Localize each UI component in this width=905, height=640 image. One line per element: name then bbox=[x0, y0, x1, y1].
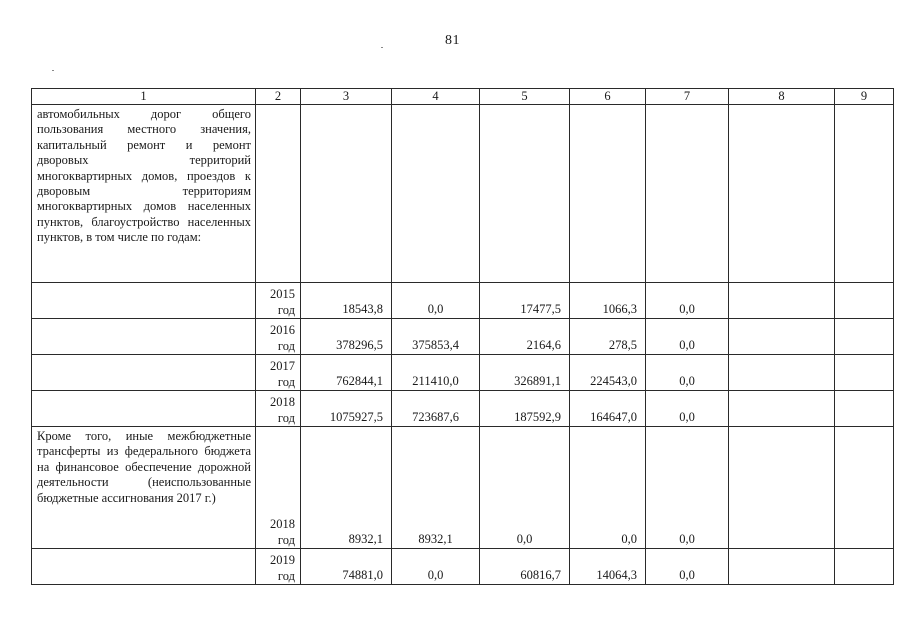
value-cell: 326891,1 bbox=[480, 355, 570, 391]
value-cell: 378296,5 bbox=[301, 319, 392, 355]
value-cell: 2164,6 bbox=[480, 319, 570, 355]
table-cell bbox=[256, 105, 301, 283]
value-cell bbox=[729, 391, 835, 427]
value-cell: 18543,8 bbox=[301, 283, 392, 319]
year-unit: год bbox=[277, 302, 295, 317]
year-cell bbox=[256, 391, 301, 427]
year-unit: год bbox=[277, 532, 295, 547]
table-cell bbox=[729, 105, 835, 283]
year-value: 2015 bbox=[270, 287, 295, 301]
value-cell: 224543,0 bbox=[570, 355, 646, 391]
column-header: 3 bbox=[301, 89, 392, 105]
row-description: Кроме того, иные межбюджетные трансферты из федерального бюджета на финансовое обеспечение дорожной деятельности (неиспользованные бюджетные ассигнования 2017 г.) bbox=[32, 427, 256, 549]
year-unit: год bbox=[277, 338, 295, 353]
value-cell bbox=[835, 427, 894, 549]
table-cell bbox=[301, 105, 392, 283]
table-cell bbox=[32, 283, 256, 319]
year-cell bbox=[256, 319, 301, 355]
value-cell bbox=[729, 283, 835, 319]
year-value: 2019 bbox=[270, 553, 295, 567]
value-cell: 0,0 bbox=[646, 355, 729, 391]
value-cell: 375853,4 bbox=[392, 319, 480, 355]
value-cell: 187592,9 bbox=[480, 391, 570, 427]
table-row bbox=[32, 355, 894, 391]
value-cell: 723687,6 bbox=[392, 391, 480, 427]
column-header: 9 bbox=[835, 89, 894, 105]
value-cell: 60816,7 bbox=[480, 549, 570, 585]
column-header: 2 bbox=[256, 89, 301, 105]
scan-speck bbox=[52, 70, 54, 71]
row-description: автомобильных дорог общего пользования местного значения, капитальный ремонт и ремонт дворовых территорий многоквартирных домов, проездов к дворовым территориям многоквартирных домов населенных пунктов, благоустройство населенных пунктов, в том числе по годам: bbox=[32, 105, 256, 283]
column-header: 8 bbox=[729, 89, 835, 105]
scan-speck bbox=[381, 47, 383, 48]
table-row bbox=[32, 319, 894, 355]
year-unit: год bbox=[277, 374, 295, 389]
table-header-row bbox=[32, 89, 894, 105]
column-header: 6 bbox=[570, 89, 646, 105]
value-cell: 17477,5 bbox=[480, 283, 570, 319]
table-cell bbox=[835, 105, 894, 283]
value-cell: 762844,1 bbox=[301, 355, 392, 391]
value-cell: 0,0 bbox=[646, 549, 729, 585]
value-cell: 278,5 bbox=[570, 319, 646, 355]
value-cell bbox=[835, 391, 894, 427]
year-unit: год bbox=[277, 568, 295, 583]
table-cell bbox=[32, 549, 256, 585]
column-header: 1 bbox=[32, 89, 256, 105]
value-cell bbox=[729, 319, 835, 355]
value-cell: 74881,0 bbox=[301, 549, 392, 585]
value-cell: 0,0 bbox=[646, 319, 729, 355]
value-cell bbox=[729, 355, 835, 391]
value-cell bbox=[729, 549, 835, 585]
table-row bbox=[32, 105, 894, 283]
value-cell bbox=[729, 427, 835, 549]
column-header: 5 bbox=[480, 89, 570, 105]
year-value: 2016 bbox=[270, 323, 295, 337]
value-cell: 0,0 bbox=[646, 427, 729, 549]
table-cell bbox=[480, 105, 570, 283]
table-row bbox=[32, 391, 894, 427]
value-cell: 1075927,5 bbox=[301, 391, 392, 427]
value-cell: 8932,1 bbox=[301, 427, 392, 549]
budget-table bbox=[31, 88, 894, 585]
value-cell: 0,0 bbox=[646, 283, 729, 319]
table-row bbox=[32, 427, 894, 549]
value-cell: 211410,0 bbox=[392, 355, 480, 391]
value-cell: 164647,0 bbox=[570, 391, 646, 427]
value-cell bbox=[835, 549, 894, 585]
year-value: 2018 bbox=[270, 517, 295, 531]
table-row bbox=[32, 549, 894, 585]
table-cell bbox=[392, 105, 480, 283]
value-cell: 0,0 bbox=[480, 427, 570, 549]
value-cell: 0,0 bbox=[646, 391, 729, 427]
value-cell: 0,0 bbox=[570, 427, 646, 549]
year-unit: год bbox=[277, 410, 295, 425]
table-cell bbox=[646, 105, 729, 283]
value-cell: 14064,3 bbox=[570, 549, 646, 585]
value-cell: 0,0 bbox=[392, 283, 480, 319]
value-cell bbox=[835, 319, 894, 355]
page-number: 81 bbox=[445, 33, 460, 48]
value-cell bbox=[835, 283, 894, 319]
value-cell: 0,0 bbox=[392, 549, 480, 585]
table-cell bbox=[32, 391, 256, 427]
year-cell bbox=[256, 355, 301, 391]
year-value: 2018 bbox=[270, 395, 295, 409]
value-cell bbox=[835, 355, 894, 391]
table-cell bbox=[32, 355, 256, 391]
year-cell bbox=[256, 549, 301, 585]
column-header: 7 bbox=[646, 89, 729, 105]
table-row bbox=[32, 283, 894, 319]
table-cell bbox=[570, 105, 646, 283]
value-cell: 1066,3 bbox=[570, 283, 646, 319]
year-cell bbox=[256, 427, 301, 549]
year-cell bbox=[256, 283, 301, 319]
table-cell bbox=[32, 319, 256, 355]
value-cell: 8932,1 bbox=[392, 427, 480, 549]
column-header: 4 bbox=[392, 89, 480, 105]
year-value: 2017 bbox=[270, 359, 295, 373]
